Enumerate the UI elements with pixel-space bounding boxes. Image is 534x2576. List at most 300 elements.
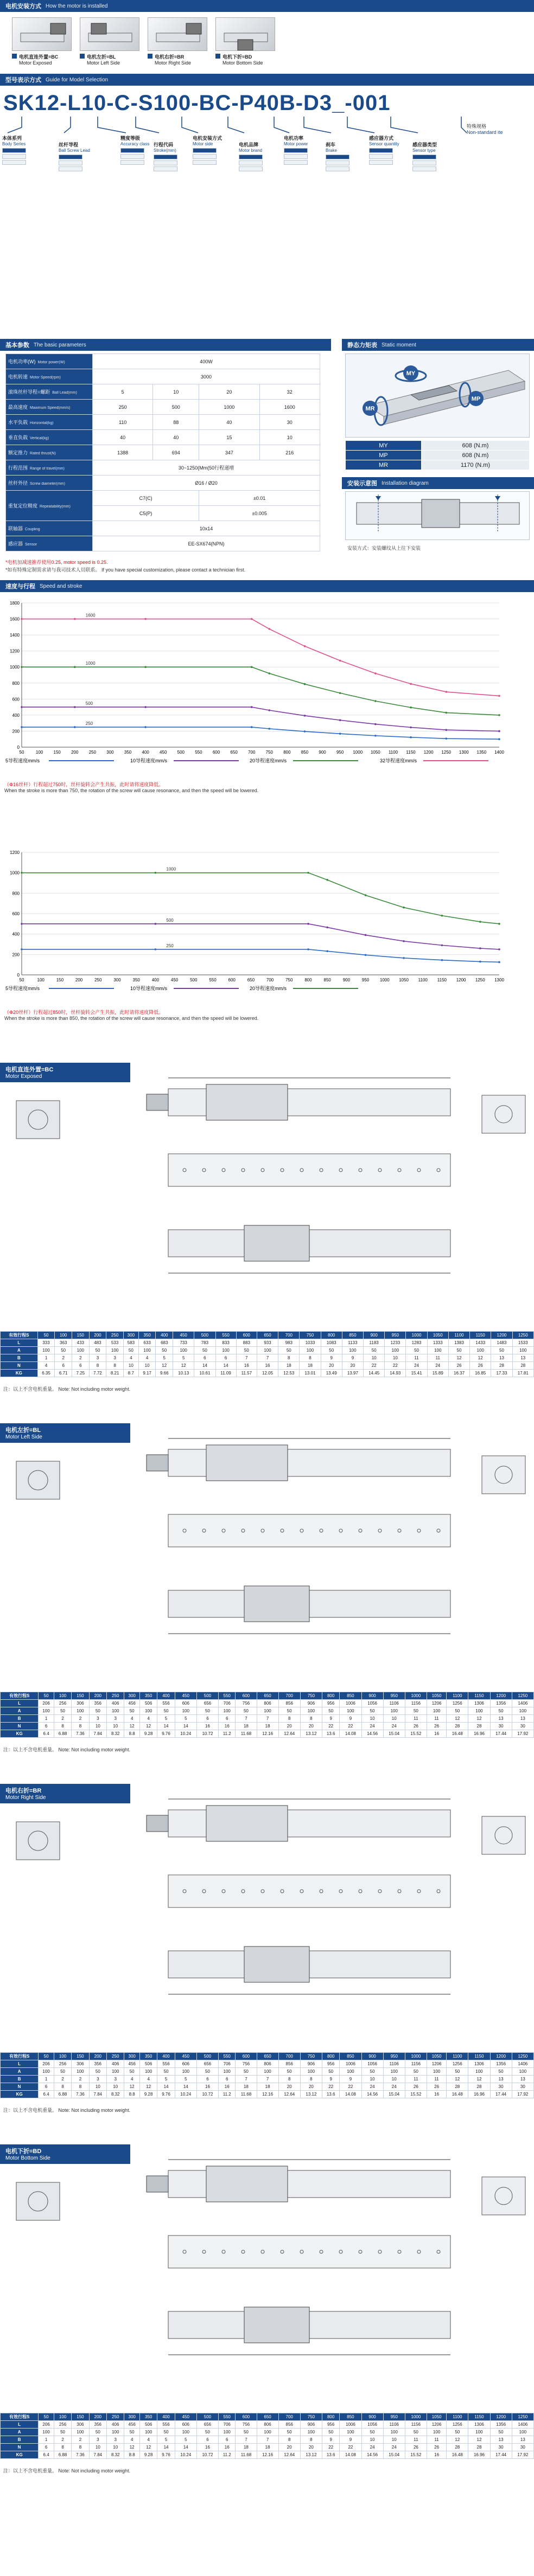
dim-cell: 100 bbox=[257, 2068, 278, 2076]
dim-cell: 600 bbox=[236, 2413, 257, 2421]
model-part-options bbox=[59, 155, 90, 171]
dim-cell: 850 bbox=[340, 1692, 361, 1700]
dim-cell: 50 bbox=[361, 2068, 383, 2076]
dim-row-label: L bbox=[1, 2421, 39, 2429]
dim-cell: 150 bbox=[72, 2413, 89, 2421]
dim-cell: 8 bbox=[72, 1723, 89, 1730]
param-value: 10 bbox=[153, 384, 199, 400]
model-part bbox=[120, 134, 149, 165]
dim-title-cn: 电机直连外置=BC bbox=[5, 1067, 54, 1073]
callout-line bbox=[274, 117, 289, 133]
dim-cell: 11.2 bbox=[219, 2451, 236, 2459]
model-part-cn: 本体系列 bbox=[2, 136, 22, 141]
dim-cell: 4 bbox=[124, 2076, 140, 2083]
model-part-en: Motor brand bbox=[239, 148, 263, 153]
dim-cell: 12 bbox=[124, 1723, 140, 1730]
dim-title-cn: 电机右折=BR bbox=[5, 1788, 42, 1794]
x-tick-label: 1050 bbox=[399, 978, 409, 982]
dim-cell: 50 bbox=[123, 1347, 138, 1354]
param-label-cn: 感应器 bbox=[8, 541, 23, 547]
dim-cell: 9 bbox=[340, 2076, 361, 2083]
dim-cell: 50 bbox=[490, 2068, 512, 2076]
dim-table bbox=[0, 2052, 534, 2098]
data-point bbox=[326, 927, 328, 929]
dim-cell: 17.44 bbox=[490, 2451, 512, 2459]
dim-cell: 6.71 bbox=[55, 1370, 72, 1377]
dim-cell: 50 bbox=[236, 2429, 257, 2436]
data-point bbox=[374, 723, 377, 725]
param-label bbox=[6, 476, 93, 491]
dim-cell: 6.35 bbox=[37, 1370, 55, 1377]
dim-cell: 22 bbox=[340, 2444, 361, 2451]
option-swatch bbox=[369, 160, 393, 165]
dim-cell: 6 bbox=[39, 2444, 54, 2451]
dim-cell: 100 bbox=[427, 2068, 446, 2076]
legend-label: 20导程速度mm/s bbox=[250, 758, 287, 763]
dim-cell: 18 bbox=[278, 1362, 300, 1370]
dim-cell: 13 bbox=[512, 1715, 533, 1723]
dim-cell: 700 bbox=[278, 1332, 300, 1339]
install-option-image bbox=[148, 17, 207, 51]
dim-cell: 450 bbox=[173, 1332, 194, 1339]
dim-cell: 100 bbox=[300, 2068, 322, 2076]
dim-cell: 1283 bbox=[406, 1339, 427, 1347]
dim-cell: 22 bbox=[322, 1723, 339, 1730]
dim-cell: 3 bbox=[106, 1354, 124, 1362]
param-label-en: Maximum Speed(mm/s) bbox=[30, 406, 71, 410]
dim-cell: 50 bbox=[124, 2429, 140, 2436]
param-value: 10x14 bbox=[93, 521, 320, 536]
dim-cell: 5 bbox=[157, 2436, 175, 2444]
dim-cell: 16.85 bbox=[470, 1370, 491, 1377]
dim-cell: 100 bbox=[383, 2429, 405, 2436]
dim-cell: 14 bbox=[157, 1723, 175, 1730]
dim-cell: 12.64 bbox=[278, 2451, 300, 2459]
data-point bbox=[374, 735, 377, 737]
dim-cell: 206 bbox=[39, 2060, 54, 2068]
dim-title-en: Motor Exposed bbox=[5, 1074, 42, 1080]
dim-cell: 28 bbox=[447, 2444, 468, 2451]
dim-cell: 306 bbox=[72, 1700, 89, 1707]
dim-cell: 5 bbox=[173, 1354, 194, 1362]
dim-row-label: KG bbox=[1, 1730, 39, 1738]
dim-cell: 14 bbox=[175, 2444, 196, 2451]
dim-cell: 10.72 bbox=[196, 2451, 218, 2459]
dim-cell: 16.37 bbox=[448, 1370, 469, 1377]
series-line bbox=[22, 667, 499, 715]
dim-cell: 150 bbox=[72, 2053, 89, 2060]
dim-cell: 606 bbox=[175, 2421, 196, 2429]
param-label-cn: 电机转速 bbox=[8, 374, 28, 380]
dim-section-header bbox=[0, 1784, 130, 1803]
end-view bbox=[478, 1084, 530, 1144]
dim-row-label: A bbox=[1, 2429, 39, 2436]
dim-cell: 300 bbox=[124, 1692, 140, 1700]
x-tick-label: 800 bbox=[304, 978, 312, 982]
dim-cell: 15.52 bbox=[405, 2451, 427, 2459]
model-part-options bbox=[120, 148, 149, 165]
option-swatch bbox=[120, 160, 144, 165]
dim-cell: 4 bbox=[124, 1715, 140, 1723]
dim-cell: 11.2 bbox=[219, 1730, 236, 1738]
dim-cell: 12.16 bbox=[257, 1730, 278, 1738]
dim-cell: 500 bbox=[196, 2053, 218, 2060]
bullet-icon bbox=[215, 54, 220, 59]
basic-note-2: *如有特殊定制需求请与我司技术人员联系。 If you have special customization, please contact a technician first. bbox=[5, 567, 246, 573]
data-point bbox=[251, 618, 253, 620]
y-tick-label: 200 bbox=[12, 729, 20, 734]
dim-cell: 20 bbox=[300, 2083, 322, 2091]
dim-cell: 9 bbox=[340, 2436, 361, 2444]
dim-cell: 22 bbox=[322, 2444, 339, 2451]
dim-cell: 6 bbox=[219, 2436, 236, 2444]
dim-cell: 50 bbox=[236, 1347, 257, 1354]
dim-cell: 12 bbox=[156, 1362, 173, 1370]
dim-cell: 650 bbox=[257, 1692, 278, 1700]
param-row bbox=[6, 521, 320, 536]
dim-cell: 8 bbox=[89, 1362, 106, 1370]
static-table bbox=[345, 440, 530, 470]
dim-cell: 50 bbox=[448, 1347, 469, 1354]
dim-cell: 50 bbox=[157, 2429, 175, 2436]
dim-cell: 1106 bbox=[383, 2421, 405, 2429]
x-tick-label: 50 bbox=[19, 978, 24, 982]
dim-cell: 10 bbox=[138, 1362, 156, 1370]
callout-line bbox=[228, 117, 244, 133]
dim-cell: 10 bbox=[364, 1354, 385, 1362]
dim-cell: 4 bbox=[139, 1715, 157, 1723]
dim-cell: 50 bbox=[322, 2068, 339, 2076]
data-point bbox=[155, 923, 157, 925]
data-point bbox=[445, 737, 447, 740]
dim-cell: 1100 bbox=[447, 2413, 468, 2421]
data-point bbox=[21, 872, 23, 874]
dim-cell: 18 bbox=[236, 2083, 257, 2091]
bullet-icon bbox=[148, 54, 152, 59]
y-tick-label: 1000 bbox=[10, 870, 20, 876]
dim-cell: 16.96 bbox=[468, 2091, 490, 2098]
dim-row-label: N bbox=[1, 2444, 39, 2451]
install-option bbox=[148, 17, 207, 66]
data-point bbox=[304, 730, 306, 733]
data-point bbox=[326, 950, 328, 953]
model-part-cn: 丝杆导程 bbox=[59, 142, 79, 147]
dim-cell: 200 bbox=[89, 2053, 106, 2060]
dim-cell: 13 bbox=[512, 1354, 533, 1362]
dim-cell: 100 bbox=[72, 2068, 89, 2076]
callout-line bbox=[391, 117, 418, 133]
dim-cell: 206 bbox=[39, 2421, 54, 2429]
moment-row bbox=[346, 460, 530, 470]
x-tick-label: 900 bbox=[342, 978, 351, 982]
model-code: SK12-L10-C-S100-BC-P40B-D3_-001 bbox=[3, 91, 391, 115]
dim-cell: 17.92 bbox=[512, 2091, 533, 2098]
dim-cell: 9 bbox=[321, 1354, 342, 1362]
param-label-en: Sensor bbox=[25, 543, 37, 547]
data-point bbox=[445, 691, 447, 693]
dim-cell: 456 bbox=[124, 2060, 140, 2068]
dim-cell: 28 bbox=[512, 1362, 533, 1370]
dim-cell: 4 bbox=[123, 1354, 138, 1362]
model-part bbox=[326, 141, 349, 171]
dim-cell: 100 bbox=[427, 2429, 446, 2436]
dim-cell: 5 bbox=[175, 2076, 196, 2083]
dim-cell: 633 bbox=[138, 1339, 156, 1347]
dim-cell: 10.24 bbox=[175, 1730, 196, 1738]
dim-cell: 6.4 bbox=[39, 2451, 54, 2459]
dim-cell: 100 bbox=[468, 1707, 490, 1715]
dim-cell: 1150 bbox=[468, 2413, 490, 2421]
dim-cell: 100 bbox=[512, 2429, 533, 2436]
model-part-cn: 感应器方式 bbox=[369, 136, 394, 141]
dim-note: 注：以上不含电机重量。 Note: Not including motor weight. bbox=[3, 2468, 131, 2474]
param-value: 1388 bbox=[93, 445, 153, 460]
x-tick-label: 600 bbox=[212, 750, 220, 755]
dim-cell: 356 bbox=[89, 2060, 106, 2068]
dim-section-header bbox=[0, 2144, 130, 2164]
dim-cell: 8.7 bbox=[123, 1370, 138, 1377]
dim-row bbox=[1, 2436, 534, 2444]
dim-cell: 13.12 bbox=[300, 2091, 322, 2098]
dim-cell: 1006 bbox=[340, 1700, 361, 1707]
y-tick-label: 1000 bbox=[10, 665, 20, 670]
dim-cell: 5 bbox=[157, 1715, 175, 1723]
dim-cell: 933 bbox=[257, 1339, 278, 1347]
dim-cell: 256 bbox=[54, 2060, 71, 2068]
y-tick-label: 400 bbox=[12, 712, 20, 718]
dim-cell: 9.76 bbox=[157, 1730, 175, 1738]
dim-cell: 5 bbox=[175, 1715, 196, 1723]
option-swatch bbox=[59, 155, 82, 159]
x-tick-label: 450 bbox=[170, 978, 179, 982]
dim-cell: 50 bbox=[490, 1707, 512, 1715]
param-label-cn: 水平负载 bbox=[8, 420, 28, 425]
x-tick-label: 700 bbox=[266, 978, 274, 982]
y-tick-label: 800 bbox=[12, 891, 20, 896]
dim-cell: 1156 bbox=[405, 1700, 427, 1707]
dim-cell: 17.44 bbox=[490, 2091, 512, 2098]
dim-cell: 2 bbox=[72, 1715, 89, 1723]
dim-cell: 6.4 bbox=[39, 2091, 54, 2098]
option-swatch bbox=[154, 155, 177, 159]
x-tick-label: 200 bbox=[71, 750, 79, 755]
dim-cell: 1100 bbox=[447, 2053, 468, 2060]
legend-label: 20导程速度mm/s bbox=[250, 986, 287, 991]
dim-cell: 506 bbox=[139, 2421, 157, 2429]
x-tick-label: 1350 bbox=[476, 750, 487, 755]
dim-cell: 8 bbox=[278, 2076, 300, 2083]
dim-cell: 756 bbox=[236, 2421, 257, 2429]
dim-cell: 14.56 bbox=[361, 1730, 383, 1738]
dim-cell: 14.93 bbox=[385, 1370, 406, 1377]
dim-cell: 16 bbox=[196, 2083, 218, 2091]
x-tick-label: 750 bbox=[265, 750, 273, 755]
param-value: 5 bbox=[93, 384, 153, 400]
dim-row bbox=[1, 1692, 534, 1700]
dim-cell: 11.68 bbox=[236, 1730, 257, 1738]
my-tag: MY bbox=[406, 370, 416, 377]
data-point bbox=[21, 923, 23, 925]
param-value: C7(C) bbox=[93, 491, 199, 506]
dim-cell: 206 bbox=[39, 1700, 54, 1707]
dim-table bbox=[0, 1331, 534, 1377]
dim-cell: 17.81 bbox=[512, 1370, 533, 1377]
dim-cell: 1333 bbox=[427, 1339, 448, 1347]
dim-cell: 30 bbox=[512, 2083, 533, 2091]
dim-cell: 16 bbox=[219, 2444, 236, 2451]
dim-cell: 8 bbox=[300, 1354, 321, 1362]
dim-cell: 13.01 bbox=[300, 1370, 321, 1377]
model-part-en: Motor power bbox=[284, 142, 308, 146]
series-value-label: 1000 bbox=[85, 661, 96, 666]
param-value: 3000 bbox=[93, 369, 320, 384]
dim-cell: 17.92 bbox=[512, 1730, 533, 1738]
dim-cell: 9 bbox=[322, 2436, 339, 2444]
dim-row-label: KG bbox=[1, 2451, 39, 2459]
dim-cell: 1206 bbox=[427, 2421, 446, 2429]
dim-cell: 50 bbox=[447, 2068, 468, 2076]
dim-cell: 11 bbox=[405, 1715, 427, 1723]
mr-tag: MR bbox=[365, 406, 375, 412]
param-label-cn: 垂直负载 bbox=[8, 435, 28, 440]
dim-cell: 11 bbox=[405, 2436, 427, 2444]
dim-cell: 12 bbox=[447, 2436, 468, 2444]
data-point bbox=[155, 948, 157, 950]
install-option bbox=[12, 17, 72, 66]
data-point bbox=[21, 726, 23, 728]
dim-cell: 356 bbox=[89, 1700, 106, 1707]
dim-cell: 1250 bbox=[512, 1692, 533, 1700]
dim-cell: 12 bbox=[139, 2083, 157, 2091]
data-point bbox=[144, 726, 147, 728]
dim-cell: 24 bbox=[361, 1723, 383, 1730]
dim-cell: 12.16 bbox=[257, 2451, 278, 2459]
model-part-options bbox=[154, 155, 177, 171]
dim-cell: 6.88 bbox=[54, 1730, 71, 1738]
dim-cell: 906 bbox=[300, 1700, 322, 1707]
x-tick-label: 850 bbox=[301, 750, 309, 755]
dim-cell: 16.48 bbox=[447, 2451, 468, 2459]
dim-cell: 100 bbox=[72, 1347, 90, 1354]
param-row bbox=[6, 354, 320, 369]
dim-cell: 350 bbox=[138, 1332, 156, 1339]
dim-cell: 11 bbox=[427, 1354, 448, 1362]
y-tick-label: 1200 bbox=[10, 850, 20, 855]
param-row bbox=[6, 384, 320, 400]
dim-cell: 28 bbox=[491, 1362, 512, 1370]
dim-table bbox=[0, 1692, 534, 1738]
param-value: 250 bbox=[93, 400, 153, 415]
dim-cell: 3 bbox=[89, 1715, 106, 1723]
dim-cell: 12.64 bbox=[278, 1730, 300, 1738]
param-label-cn: 额定推力 bbox=[8, 450, 28, 455]
dim-cell: 550 bbox=[219, 2053, 236, 2060]
param-row bbox=[6, 491, 320, 506]
dim-row bbox=[1, 1347, 534, 1354]
dim-cell: 363 bbox=[55, 1339, 72, 1347]
dim-cell: 11.09 bbox=[215, 1370, 236, 1377]
dim-cell: 18 bbox=[236, 1723, 257, 1730]
data-point bbox=[304, 715, 306, 717]
basic-note-1: *电机加减速推荐使用0.25, motor speed is 0.25. bbox=[5, 560, 108, 565]
dim-cell: 14 bbox=[157, 2444, 175, 2451]
dim-cell: 1000 bbox=[406, 1332, 427, 1339]
x-tick-label: 450 bbox=[160, 750, 167, 755]
dim-cell: 8 bbox=[300, 1715, 322, 1723]
x-tick-label: 1300 bbox=[494, 978, 504, 982]
dim-cell: 9 bbox=[342, 1354, 363, 1362]
dim-cell: 26 bbox=[427, 2083, 446, 2091]
basic-params-table bbox=[5, 354, 320, 551]
dim-cell: 550 bbox=[219, 2413, 236, 2421]
dim-cell: 100 bbox=[257, 2429, 278, 2436]
dim-cell: 100 bbox=[138, 1347, 156, 1354]
dim-cell: 10.24 bbox=[175, 2091, 196, 2098]
x-tick-label: 550 bbox=[195, 750, 202, 755]
option-swatch bbox=[154, 166, 177, 171]
model-part-cn: 精度等级 bbox=[120, 136, 141, 141]
dim-cell: 100 bbox=[219, 2068, 236, 2076]
x-tick-label: 350 bbox=[124, 750, 132, 755]
dim-cell: 850 bbox=[342, 1332, 363, 1339]
param-value: 30 bbox=[259, 415, 320, 430]
dim-cell: 24 bbox=[361, 2083, 383, 2091]
dim-cell: 9.17 bbox=[138, 1370, 156, 1377]
dim-cell: 350 bbox=[139, 1692, 157, 1700]
callout-line bbox=[347, 117, 374, 133]
param-label-en: Screw diameter(mm) bbox=[30, 482, 65, 486]
option-swatch bbox=[412, 160, 436, 165]
dim-cell: 2 bbox=[72, 2436, 89, 2444]
dim-cell: 13.6 bbox=[322, 1730, 339, 1738]
data-point bbox=[410, 706, 412, 709]
option-swatch bbox=[326, 155, 349, 159]
dim-cell: 7.36 bbox=[72, 1730, 89, 1738]
dim-row bbox=[1, 1370, 534, 1377]
y-tick-label: 800 bbox=[12, 680, 20, 686]
install-option-image bbox=[215, 17, 275, 51]
data-point bbox=[498, 695, 500, 697]
dim-cell: 506 bbox=[139, 2060, 157, 2068]
dim-cell: 1006 bbox=[340, 2421, 361, 2429]
dim-cell: 3 bbox=[107, 2076, 124, 2083]
dim-cell: 1206 bbox=[427, 1700, 446, 1707]
dim-cell: 30 bbox=[490, 1723, 512, 1730]
dim-cell: 100 bbox=[39, 2429, 54, 2436]
dim-cell: 10.61 bbox=[194, 1370, 215, 1377]
y-tick-label: 400 bbox=[12, 932, 20, 937]
data-point bbox=[74, 666, 76, 668]
param-label-en: Ball Lead(mm) bbox=[52, 391, 77, 395]
chart-note-2-en: When the stroke is more than 850, the rotation of the screw will cause resonance, and then the speed will be lowered. bbox=[4, 1016, 259, 1021]
dim-note: 注：以上不含电机重量。 Note: Not including motor weight. bbox=[3, 1386, 131, 1392]
param-label-cn: 电机功率(W) bbox=[8, 359, 36, 364]
dim-cell: 24 bbox=[361, 2444, 383, 2451]
data-point bbox=[445, 712, 447, 714]
dim-cell: 650 bbox=[257, 2053, 278, 2060]
data-point bbox=[21, 706, 23, 708]
dim-cell: 26 bbox=[470, 1362, 491, 1370]
dim-cell: 24 bbox=[383, 2083, 405, 2091]
dim-cell: 50 bbox=[89, 2068, 106, 2076]
dim-cell: 20 bbox=[278, 2083, 300, 2091]
x-tick-label: 400 bbox=[151, 978, 160, 982]
dim-cell: 12.64 bbox=[278, 2091, 300, 2098]
dim-row bbox=[1, 2429, 534, 2436]
option-swatch bbox=[369, 148, 393, 153]
dim-cell: 28 bbox=[447, 2083, 468, 2091]
data-point bbox=[268, 628, 270, 630]
